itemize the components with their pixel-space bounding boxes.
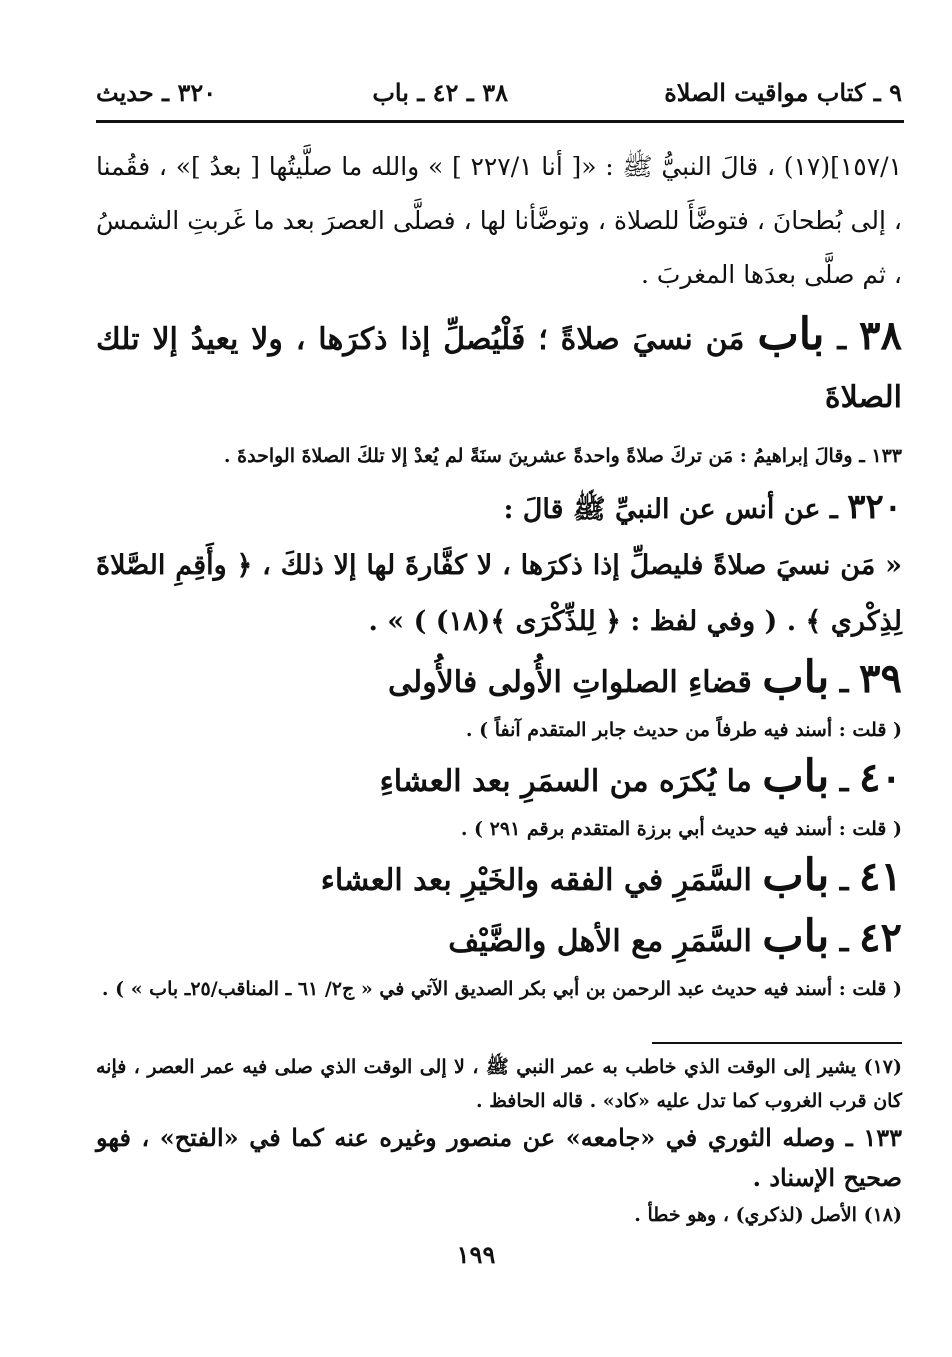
chapter-40-note: ( قلت : أسند فيه حديث أبي برزة المتقدم برقم ٢٩١ ) . (460, 818, 902, 840)
ibrahim-athar-133: ١٣٣ ـ وقالَ إبراهيمُ : مَن تركَ صلاةً واحدةً عشرينَ سنَةً لم يُعدْ إلا تلكَ الصلاةَ الواحدةَ . (223, 445, 902, 467)
chapter-39-separator: ـ (839, 665, 849, 700)
header-book-title: ٩ ـ كتاب مواقيت الصلاة (664, 77, 902, 107)
chapter-39-bab: باب (762, 652, 830, 703)
chapter-41-bab: باب (762, 850, 830, 901)
chapter-40-title: ما يُكرَه من السمَرِ بعد العشاءِ (379, 764, 752, 799)
header-divider (96, 120, 904, 123)
chapter-40-heading (96, 749, 902, 810)
chapter-42-title: السَّمَرِ مع الأهل والضَّيْف (448, 924, 752, 959)
chapter-41-number: ٤١ (859, 853, 902, 900)
chapter-38-heading (96, 306, 902, 427)
chapter-39-heading (96, 650, 902, 711)
hadith-320-narration: عن أنس عن النبيِّ ﷺ قالَ : (503, 494, 821, 525)
chapter-42-separator: ـ (839, 924, 849, 959)
hadith-continuation: ١٥٧/١](١٧) ، قالَ النبيُّ ﷺ : «[ أنا ٢٢٧/١ ] » والله ما صلَّيتُها [ بعدُ ]» ، فقُمنا ، إلى بُطحانَ ، فتوضَّأَ للصلاة ، وتوضَّأنا لها ، فصلَّى العصرَ بعد ما غَربتِ الشمسُ ، ثم صلَّى بعدَها المغربَ . (96, 152, 903, 289)
chapter-39-note: ( قلت : أسند فيه طرفاً من حديث جابر المتقدم آنفاً ) . (465, 719, 902, 741)
chapter-38-number: ٣٨ (859, 312, 902, 359)
chapter-40-separator: ـ (839, 764, 849, 799)
header-chapter-range: ٣٨ ـ ٤٢ ـ باب (372, 77, 508, 107)
chapter-39-title: قضاءِ الصلواتِ الأُولى فالأُولى (388, 665, 752, 700)
footnote-divider (652, 1042, 902, 1044)
chapter-42-note: ( قلت : أسند فيه حديث عبد الرحمن بن أبي بكر الصديق الآتي في « ج٢/ ٦١ ـ المناقب/٢٥ـ باب » ) . (101, 978, 902, 1000)
hadith-320-separator: ـ (829, 494, 838, 525)
chapter-39-number: ٣٩ (859, 655, 902, 702)
chapter-42-number: ٤٢ (859, 914, 902, 961)
hadith-320-text: « مَن نسيَ صلاةً فليصلِّ إذا ذكرَها ، لا كفَّارةَ لها إلا ذلكَ ، ﴿ وأَقِمِ الصَّلاةَ لِذِكْري ﴾ . ( وفي لفظ : ﴿ لِلذِّكْرَى ﴾(١٨) ) » . (96, 550, 902, 637)
footnote-18: (١٨) الأصل (لذكري) ، وهو خطأ . (634, 1204, 902, 1226)
chapter-38-separator: ـ (837, 322, 847, 357)
chapter-42-bab: باب (762, 911, 830, 962)
running-header (96, 72, 902, 112)
footnotes (96, 1050, 902, 1232)
hadith-320-intro (96, 479, 902, 538)
main-text (96, 140, 902, 1008)
footnote-133: ١٣٣ ـ وصله الثوري في «جامعه» عن منصور وغيره عنه كما في «الفتح» ، فهو صحيح الإسناد . (96, 1123, 902, 1192)
chapter-40-bab: باب (762, 751, 830, 802)
chapter-41-title: السَّمَرِ في الفقه والخَيْرِ بعد العشاء (320, 863, 752, 898)
chapter-42-heading (96, 909, 902, 970)
footnote-17: (١٧) يشير إلى الوقت الذي خاطب به عمر النبي ﷺ ، لا إلى الوقت الذي صلى فيه عمر العصر ، فإنه كان قرب الغروب كما تدل عليه «كاد» . قاله الحافظ . (96, 1056, 902, 1112)
chapter-41-heading (96, 848, 902, 909)
chapter-41-separator: ـ (839, 863, 849, 898)
chapter-38-bab: باب (757, 309, 825, 360)
header-hadith-number: ٣٢٠ ـ حديث (96, 77, 217, 107)
chapter-38-title: مَن نسيَ صلاةً ؛ فَلْيُصلِّ إذا ذكرَها ، ولا يعيدُ إلا تلك الصلاةَ (96, 322, 902, 415)
chapter-40-number: ٤٠ (859, 754, 902, 801)
page-number: ١٩٩ (456, 1240, 496, 1269)
hadith-320-number: ٣٢٠ (847, 487, 902, 527)
